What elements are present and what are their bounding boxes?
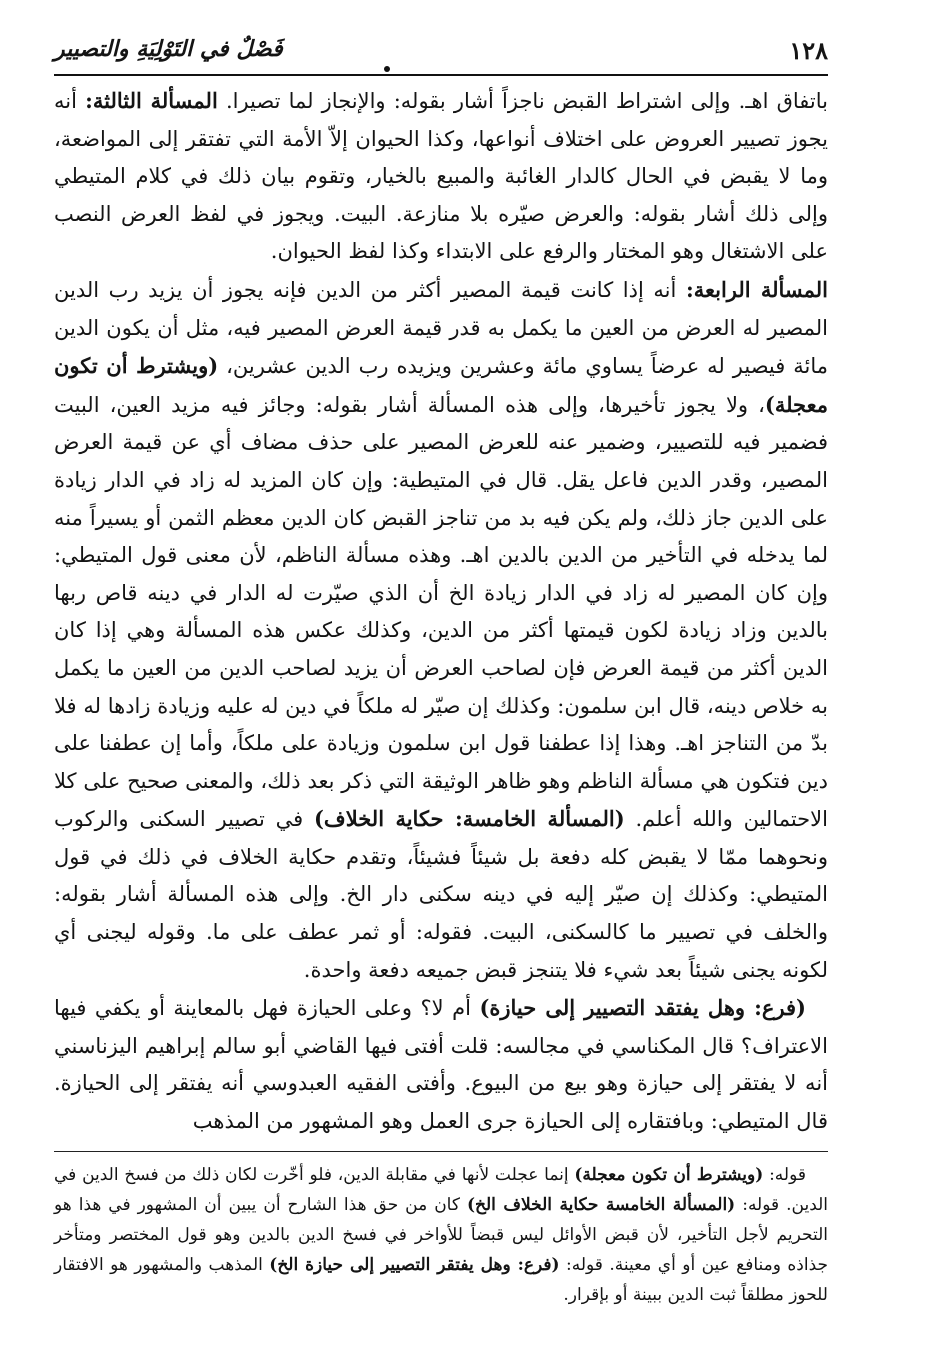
text-segment: أم لا؟ وعلى الحيازة فهل بالمعاينة أو يكفي فيها الاعتراف؟ قال المكناسي في مجالسه: قلت أفتى فيها القاضي أبو سالم إبراهيم اليزناسني أنه لا يفتقر إلى حيازة وهو بيع من البيوع. وأفتى الفقيه العبدوسي أنه يفتقر إلى الحيازة. قال المتيطي: وبافتقاره إلى الحيازة جرى العمل وهو المشهور من المذهب (54, 996, 828, 1134)
paragraph-issue-3 (54, 82, 828, 271)
header-dot (384, 66, 390, 72)
main-text (54, 82, 828, 1141)
page-header (54, 34, 828, 76)
issue-5-heading: (المسألة الخامسة: حكاية الخلاف) (314, 806, 625, 832)
issue-3-heading: المسألة الثالثة: (85, 88, 218, 113)
text-segment: باتفاق اهـ. وإلى اشتراط القبض ناجزاً أشار بقوله: والإنجاز لما تصيرا. (225, 89, 828, 113)
footnote-divider (54, 1151, 828, 1152)
text-segment: كان من حق هذا الشارح أن يبين أن المشهور في هذا هو التحريم لأجل التأخير، لأن قبض الأوائل ليس قبضاً للأواخر في فسخ الدين بالدين وهو قول المختصر ومتأخر جذاذه ومنافع عين أو أي معينة. قوله: (54, 1194, 829, 1275)
quoted-verse-1: (ويشترط أن تكون معجلة) (54, 353, 828, 417)
footnote-quote: (فرع: وهل يفتقر التصيير إلى حيازة الخ) (269, 1254, 560, 1275)
page-number: ١٢٨ (789, 36, 828, 65)
text-segment: في تصيير السكنى والركوب ونحوهما ممّا لا يقبض كله دفعة بل شيئاً فشيئاً، وتقدم حكاية الخلاف في ذلك في قول المتيطي: وكذلك إن صيّر إليه في دينه سكنى دار الخ. وإلى هذه المسألة أشار بقوله: والخلف في تصيير ما كالسكنى، البيت. فقوله: أو ثمر عطف على ما. وقوله ليجنى أي لكونه يجنى شيئاً بعد شيء فلا يتنجز قبض جميعه دفعة واحدة. (54, 807, 828, 982)
text-segment: ، ولا يجوز تأخيرها، وإلى هذه المسألة أشار بقوله: وجائز فيه مزيد العين، البيت فضمير فيه للتصيير، وضمير عنه للعرض المصير على حذف مضاف أي عن قيمة العرض المصير، وقدر الدين فاعل يقل. قال في المتيطية: وإن كان المزيد له زاد في الدار زيادة على الدين جاز ذلك، ولم يكن فيه بد من تناجز القبض كان الدين معظم الثمن أو يسيراً منه لما يدخله في التأخير من الدين بالدين اهـ. وهذه مسألة الناظم، لأن معنى قول المتيطي: وإن كان المصير له زاد في الدار زيادة الخ أن الذي صيّرت له الدار في دينه قاص ربها بالدين وزاد زيادة لكون قيمتها أكثر من الدين، وكذلك عكس هذه المسألة وهي إذا كان الدين أكثر من قيمة العرض فإن لصاحب العرض أن يزيد لصاحب الدين من العين ما يكمل به خلاص دينه، قال ابن سلمون: وكذلك إن صيّر له ملكاً في دين له عليه وزيادة زادها له فلا بدّ من التناجز اهـ. وهذا إذا عطفنا قول ابن سلمون وزيادة على ملكاً، وأما إن عطفنا على دين فتكون هي مسألة الناظم وهو ظاهر الوثيقة التي ذكر بعد ذلك، والمعنى صحيح على كلا الاحتمالين والله أعلم. (54, 392, 828, 832)
issue-4-heading: المسألة الرابعة: (685, 276, 828, 302)
text-segment: قوله: (769, 1164, 807, 1185)
text-segment: أنه إذا كانت قيمة المصير أكثر من الدين فإنه يجوز أن يزيد رب الدين المصير له العرض من العين ما يكمل به قدر قيمة العرض المصير فيه، مثل أن يكون الدين مائة فيصير له عرضاً يساوي مائة وعشرين ويزيده رب الدين عشرين، (54, 277, 829, 379)
branch-heading: (فرع: وهل يفتقد التصيير إلى حيازة) (479, 995, 806, 1021)
text-segment: المذهب والمشهور هو الافتقار للحوز مطلقاً ثبت الدين ببينة أو بإقرار. (54, 1254, 828, 1305)
paragraph-issue-4 (54, 271, 828, 989)
text-segment: أنه يجوز تصيير العروض على اختلاف أنواعها، وكذا الحيوان إلاّ الأمة التي تفتقر إلى المواضعة، وما لا يقبض في الحال كالدار الغائبة والمبيع بالخيار، وتقوم بيان ذلك في كلام المتيطي وإلى ذلك أشار بقوله: والعرض صيّره بلا منازعة. البيت. ويجوز في لفظ العرض النصب على الاشتغال وهو المختار والرفع على الابتداء وكذا لفظ الحيوان. (54, 89, 828, 264)
footnote-quote: (ويشترط أن تكون معجلة) (574, 1164, 764, 1185)
running-title: فَصْلٌ في التَوْلِيَةِ والتصيير (54, 36, 283, 62)
footnote-paragraph (54, 1160, 828, 1310)
text-segment: إنما عجلت لأنها في مقابلة الدين، فلو أخّرت لكان ذلك من فسخ الدين في الدين. قوله: (54, 1164, 829, 1215)
document-page (54, 34, 828, 1334)
footnotes (54, 1160, 828, 1310)
paragraph-branch (54, 989, 828, 1140)
footnote-quote: (المسألة الخامسة حكاية الخلاف الخ) (466, 1194, 736, 1215)
